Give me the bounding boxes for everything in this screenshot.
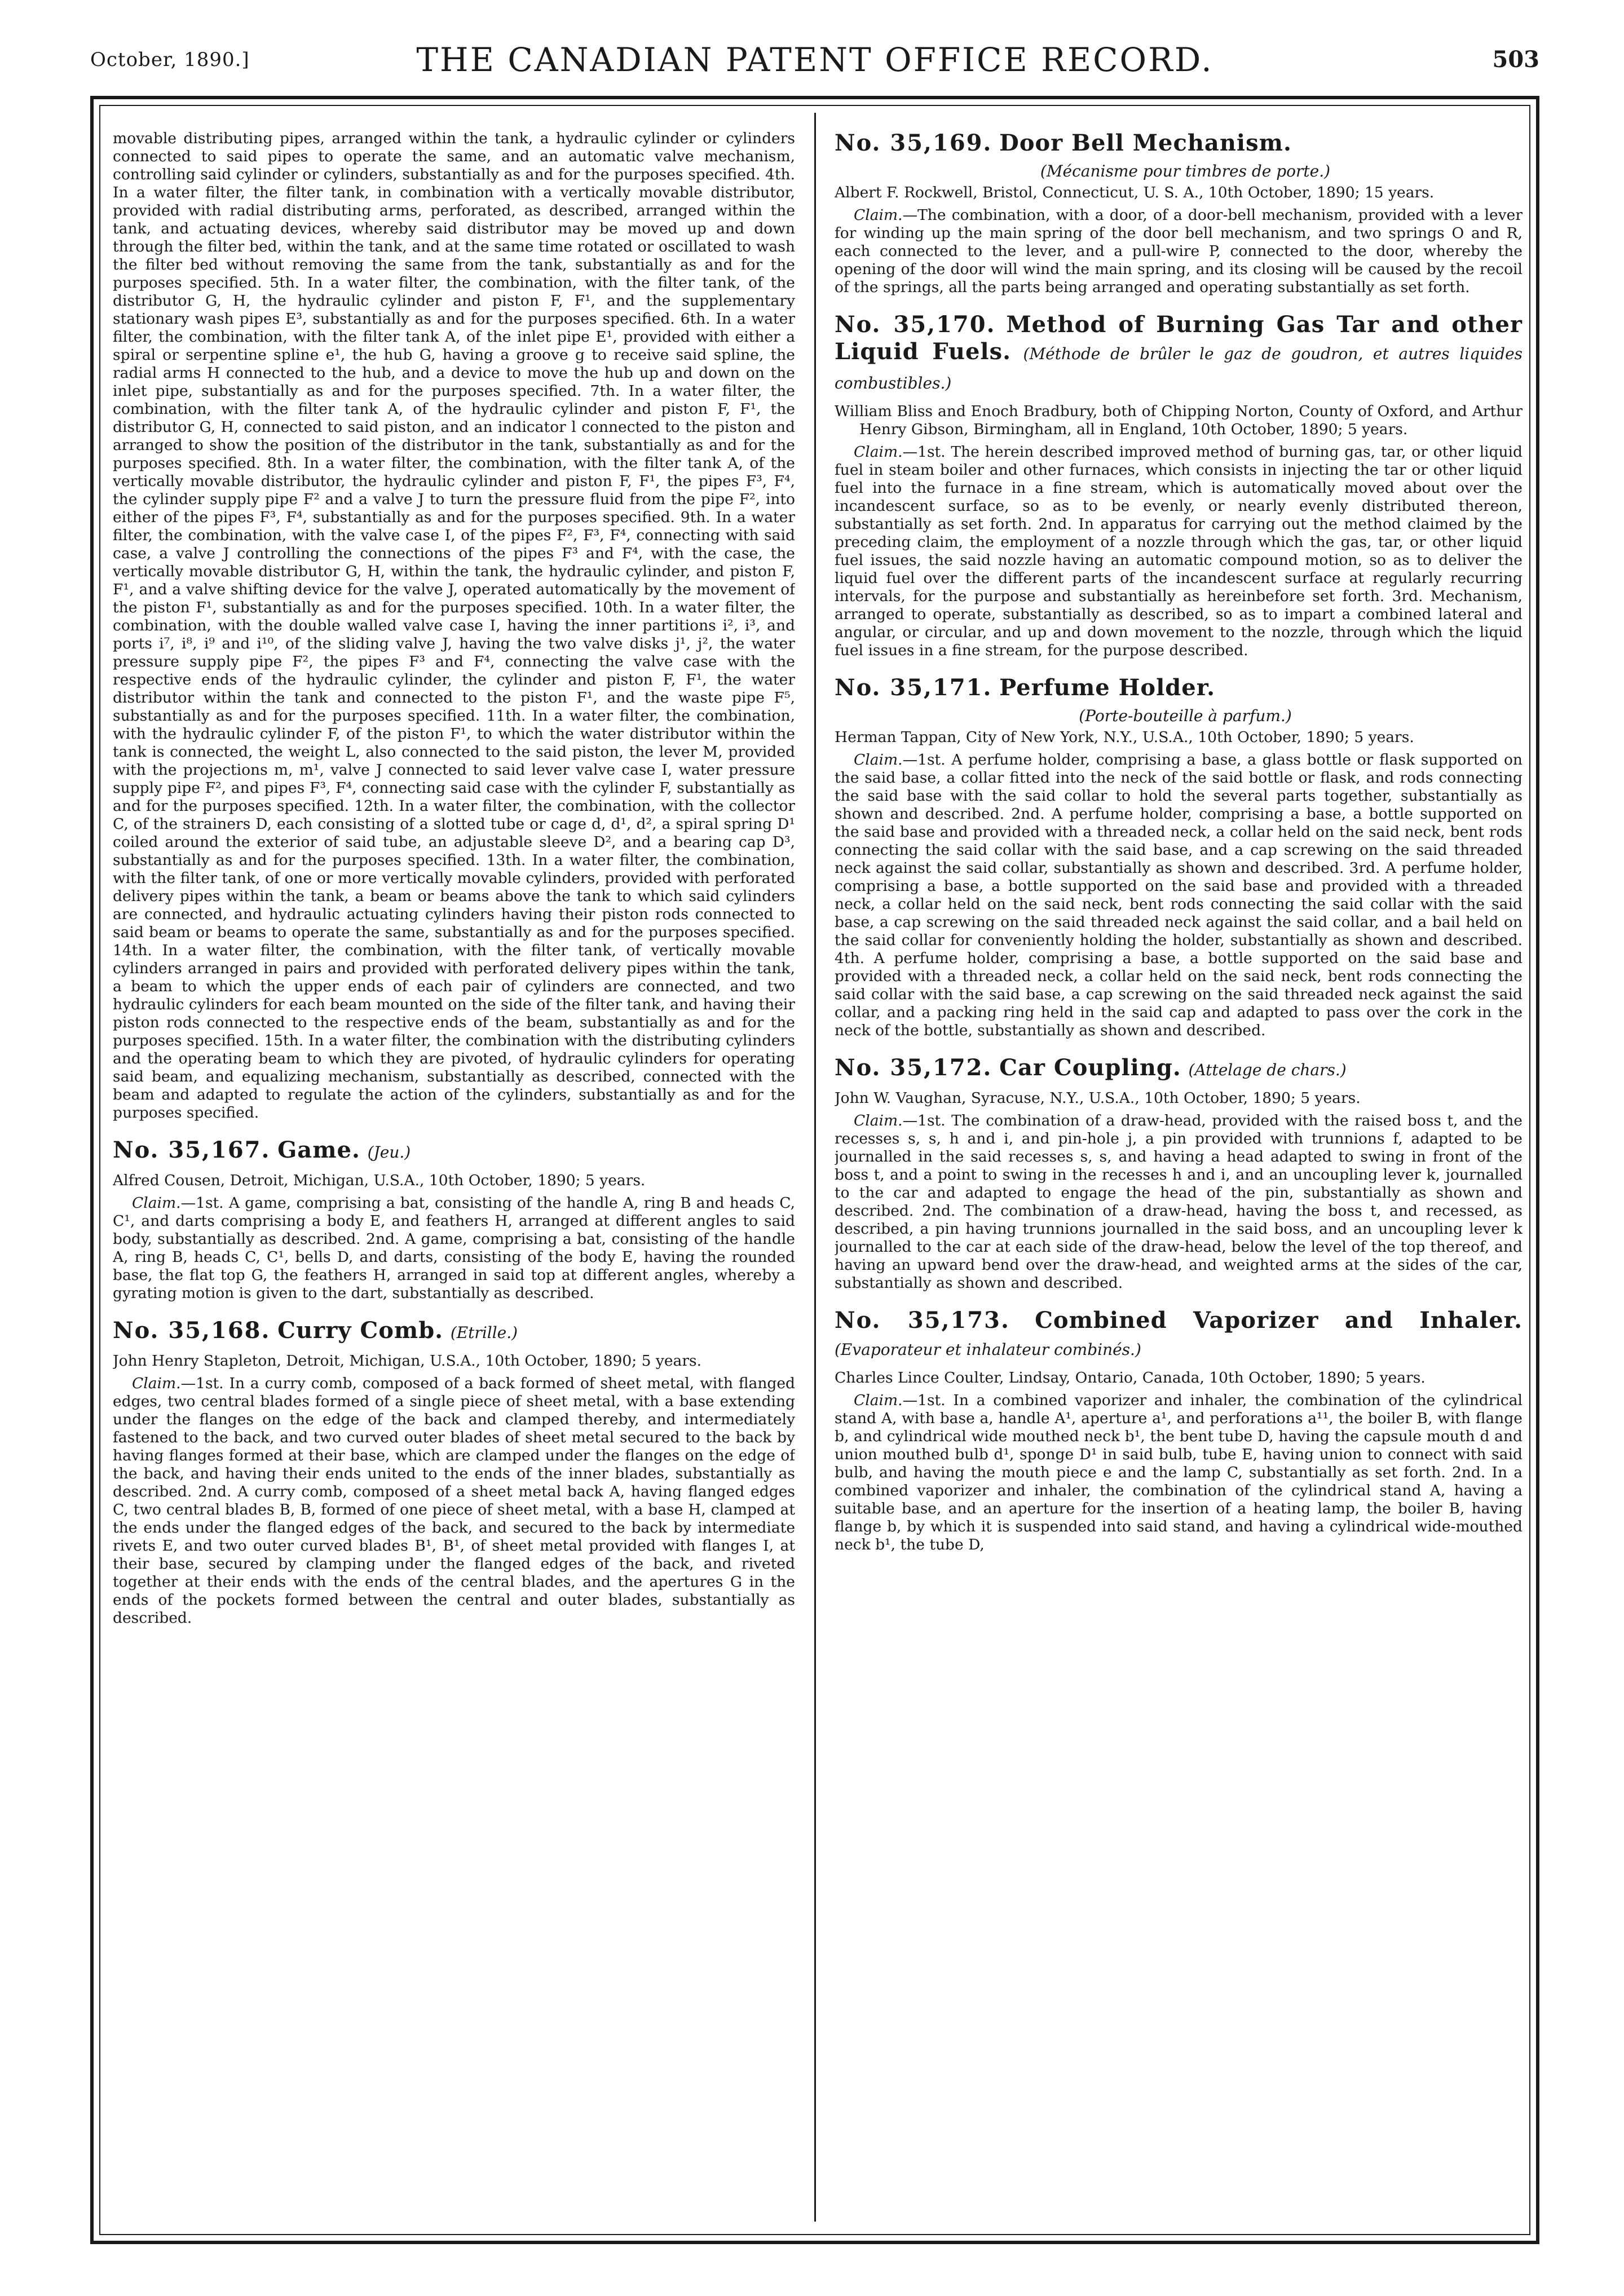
claim-label: Claim.: [132, 1375, 181, 1392]
claims-text: [835, 206, 1522, 297]
entry-heading: [835, 311, 1522, 397]
entry-heading: [835, 1307, 1522, 1363]
french-title: (Attelage de chars.): [1188, 1061, 1347, 1079]
claim-label: Claim.: [854, 751, 903, 769]
entry-heading: [113, 1317, 795, 1346]
applicant-line: Albert F. Rockwell, Bristol, Connecticut, U. S. A., 10th October, 1890; 15 years.: [835, 184, 1435, 201]
claim-label: Claim.: [854, 1392, 903, 1409]
running-header: [90, 41, 1539, 86]
french-title: (Jeu.): [367, 1143, 411, 1162]
claims-body: —1st. A game, comprising a bat, consisting of the handle A, ring B and heads C, C¹, and darts comprising a body E, and feathers H, arranged at different angles to said body, substantially as described. 2nd. A game, comprising a bat, consisting of the handle A, ring B, heads C, C¹, bells D, and darts, consisting of the body E, having the rounded base, the flat top G, the feathers H, arranged in said top at different angles, whereby a gyrating motion is given to the dart, substantially as described.: [113, 1194, 795, 1302]
claim-label: Claim.: [854, 206, 903, 224]
left-column: [113, 130, 795, 2227]
patent-number: No. 35,168.: [113, 1317, 271, 1344]
header-title: THE CANADIAN PATENT OFFICE RECORD.: [416, 41, 1213, 79]
claim-label: Claim.: [854, 443, 903, 461]
applicant-line: Herman Tappan, City of New York, N.Y., U.S.A., 10th October, 1890; 5 years.: [835, 728, 1414, 746]
entry-heading: [835, 1054, 1522, 1084]
french-title: (Porte-bouteille à parfum.): [1079, 707, 1292, 725]
patent-title: Curry Comb.: [277, 1317, 444, 1344]
claims-body: —1st. The combination of a draw-head, provided with the raised boss t, and the recesses s, s, h and i, and pin-hole j, a pin provided with trunnions f, adapted to be journalled in the said recesses s, s, and having a head adapted to swing in front of the boss t, and a point to swing in the recesses h and i, and an uncoupling lever k, journalled to the car and adapted to engage the head of the pin, substantially as shown and described. 2nd. The combination of a draw-head, having the boss t, and recessed, as described, a pin having trunnions journalled in the said boss, and an uncoupling lever k journalled to the car at each side of the draw-head, below the level of the top thereof, and having an upward bend over the draw-head, and weighted arms at the sides of the car, substantially as shown and described.: [835, 1112, 1522, 1292]
claims-text: [835, 1392, 1522, 1554]
patent-title: Game.: [277, 1137, 360, 1163]
patent-number: No. 35,172.: [835, 1054, 992, 1081]
french-title: (Mécanisme pour timbres de porte.): [1040, 162, 1331, 180]
patent-title: Perfume Holder.: [999, 674, 1216, 701]
claims-body: —1st. In a curry comb, composed of a back formed of sheet metal, with flanged edges, two central blades formed of a single piece of sheet metal, with a base extending under the flanges on the edge of the back and clamped thereby, and intermediately fastened to the back, and two curved outer blades of sheet metal secured to the back by having flanges formed at their base, which are clamped under the flanges on the edge of the back, and having their ends united to the ends of the inner blades, substantially as described. 2nd. A curry comb, composed of a sheet metal back A, having flanged edges C, two central blades B, B, formed of one piece of sheet metal, with a base H, clamped at the ends under the flanged edges of the back, and secured to the back by intermediate rivets E, and two outer curved blades B¹, B¹, of sheet metal provided with flanges I, at their base, secured by clamping under the flanged edges of the back, and riveted together at their ends with the ends of the central blades, and the apertures G in the ends of the pockets formed between the central and outer blades, substantially as described.: [113, 1375, 795, 1627]
right-column: [835, 130, 1522, 2227]
applicant-line: William Bliss and Enoch Bradbury, both of Chipping Norton, County of Oxford, and Arthur Henry Gibson, Birmingham, all in England, 10th October, 1890; 5 years.: [835, 403, 1522, 438]
patent-entry-35169: [835, 130, 1522, 297]
claims-text: [113, 1375, 795, 1627]
patent-title: Door Bell Mechanism.: [999, 130, 1292, 156]
claims-text: [835, 443, 1522, 660]
applicant-line: Alfred Cousen, Detroit, Michigan, U.S.A., 10th October, 1890; 5 years.: [113, 1172, 646, 1189]
french-title: (Etrille.): [450, 1323, 518, 1342]
claims-body: —The combination, with a door, of a door-bell mechanism, provided with a lever for winding up the main spring of the door bell mechanism, and two springs O and R, each connected to the lever, and a pull-wire P, connected to the door, whereby the opening of the door will wind the main spring, and its closing will be caused by the recoil of the springs, all the parts being arranged and operating substantially as set forth.: [835, 206, 1522, 296]
patent-entry-35171: [835, 674, 1522, 1040]
patent-title: Combined Vaporizer and Inhaler.: [1035, 1307, 1522, 1334]
claims-body: —1st. The herein described improved method of burning gas, tar, or other liquid fuel in steam boiler and other furnaces, which consists in injecting the tar or other liquid fuel into the furnace in a fine stream, which is automatically moved about over the incandescent surface, so as to be evenly, or nearly evenly distributed thereon, substantially as set forth. 2nd. In apparatus for carrying out the method claimed by the preceding claim, the employment of a nozzle through which the gas, tar, or other liquid fuel issues, the said nozzle having an automatic compound motion, so as to deliver the liquid fuel over the different parts of the incandescent surface at regularly recurring intervals, for the purpose and substantially as hereinbefore set forth. 3rd. Mechanism, arranged to operate, substantially as described, so as to impart a combined lateral and angular, or circular, and up and down movement to the nozzle, through which the liquid fuel issues in a fine stream, for the purpose described.: [835, 443, 1522, 659]
claim-label: Claim.: [854, 1112, 903, 1129]
page-number: 503: [1492, 46, 1539, 73]
patent-number: No. 35,167.: [113, 1137, 271, 1163]
french-title: (Méthode de brûler le gaz de goudron, et autres liquides combustibles.): [835, 345, 1522, 392]
patent-entry-35167: [113, 1137, 795, 1302]
entry-heading: [113, 1137, 795, 1166]
claims-text: [835, 1112, 1522, 1292]
patent-number: No. 35,173.: [835, 1307, 1010, 1334]
french-title: (Evaporateur et inhalateur combinés.): [835, 1340, 1141, 1359]
entry-heading: [835, 130, 1522, 157]
claims-text: [113, 1194, 795, 1302]
patent-number: No. 35,169.: [835, 130, 992, 156]
claims-body: —1st. In a combined vaporizer and inhaler, the combination of the cylindrical stand A, with base a, handle A¹, aperture a¹, and perforations a¹¹, the boiler B, with flange b, and cylindrical wide mouthed neck b¹, the bent tube D, having the capsule mouth d and union mouthed bulb d¹, sponge D¹ in said bulb, tube E, having union to connect with said bulb, and having the mouth piece e and the lamp C, substantially as set forth. 2nd. In a combined vaporizer and inhaler, the combination of the cylindrical stand A, having a suitable base, and an aperture for the insertion of a heating lamp, the boiler B, having flange b, by which it is suspended into said stand, and having a cylindrical wide-mouthed neck b¹, the tube D,: [835, 1392, 1522, 1553]
entry-heading: [835, 674, 1522, 701]
applicant-line: Charles Lince Coulter, Lindsay, Ontario, Canada, 10th October, 1890; 5 years.: [835, 1369, 1426, 1387]
claims-body: —1st. A perfume holder, comprising a base, a glass bottle or flask supported on the said base, a collar fitted into the neck of the said bottle or flask, and rods connecting the said base with the said collar to hold the several parts together, substantially as shown and described. 2nd. A perfume holder, comprising a base, a bottle supported on the said base and provided with a threaded neck, a collar held on the said neck, bent rods connecting the said collar with the said base, and a cap screwing on the said threaded neck against the said collar, substantially as shown and described. 3rd. A perfume holder, comprising a base, a bottle supported on the said base and provided with a threaded neck, a collar held on the said neck, bent rods connecting the said collar with the said base, a cap screwing on the said threaded neck against the said collar, and a bail held on the said collar for conveniently holding the holder, substantially as shown and described. 4th. A perfume holder, comprising a base, a bottle supported on the said base and provided with a threaded neck, a collar held on the said neck, bent rods connecting the said collar with the said base, a cap screwing on the said threaded neck against the said collar, and a packing ring held in the said cap and adapted to pass over the cork in the neck of the bottle, substantially as shown and described.: [835, 751, 1522, 1039]
applicant-line: John W. Vaughan, Syracuse, N.Y., U.S.A., 10th October, 1890; 5 years.: [835, 1089, 1361, 1107]
patent-number: No. 35,171.: [835, 674, 992, 701]
patent-entry-35168: [113, 1317, 795, 1627]
claims-text: [835, 751, 1522, 1040]
continued-claims: movable distributing pipes, arranged within the tank, a hydraulic cylinder or cylinders connected to said pipes to operate the same, and an automatic valve mechanism, controlling said cylinder or cylinders, substantially as and for the purposes specified. 4th. In a water filter, the filter tank, in combination with a vertically movable distributor, provided with radial distributing arms, perforated, as described, arranged within the tank, and actuating devices, whereby said distributor may be moved up and down through the filter bed, within the tank, and at the same time rotated or oscillated to wash the filter bed without removing the same from the tank, substantially as and for the purposes specified. 5th. In a water filter, the combination, with the filter tank, of the distributor G, H, the hydraulic cylinder and piston F, F¹, and the supplementary stationary wash pipes E³, substantially as and for the purposes specified. 6th. In a water filter, the combination, with the filter tank A, of the inlet pipe E¹, provided with either a spiral or serpentine spline e¹, the hub G, having a groove g to receive said spline, the radial arms H connected to the hub, and a device to move the hub up and down on the inlet pipe, substantially as and for the purposes specified. 7th. In a water filter, the combination, with the filter tank A, of the hydraulic cylinder and piston F, F¹, the distributor G, H, connected to said piston, and an indicator l connected to the piston and arranged to show the position of the distributor in the tank, substantially as and for the purposes specified. 8th. In a water filter, the combination, with the filter tank A, of the vertically movable distributor, the hydraulic cylinder and piston F, F¹, the pipes F³, F⁴, the cylinder supply pipe F² and a valve J to turn the pressure fluid from the pipe F², into either of the pipes F³, F⁴, substantially as and for the purposes specified. 9th. In a water filter, the combination, with the valve case I, of the pipes F², F³, F⁴, connecting with said case, a valve J controlling the connections of the pipes F³ and F⁴, with the case, the vertically movable distributor G, H, within the tank, the hydraulic cylinder, and piston F, F¹, and a valve shifting device for the valve J, operated automatically by the movement of the piston F¹, substantially as and for the purposes specified. 10th. In a water filter, the combination, with the double walled valve case I, having the inner partitions i², i³, and ports i⁷, i⁸, i⁹ and i¹⁰, of the sliding valve J, having the two valve disks j¹, j², the water pressure supply pipe F², the pipes F³ and F⁴, connecting the valve case with the respective ends of the hydraulic cylinder, the cylinder and piston F, F¹, the water distributor within the tank and connected to the piston F¹, and the waste pipe F⁵, substantially as and for the purposes specified. 11th. In a water filter, the combination, with the hydraulic cylinder F, of the piston F¹, to which the water distributor within the tank is connected, the weight L, also connected to the said piston, the lever M, provided with the projections m, m¹, valve J connected to said lever valve case I, water pressure supply pipe F², and pipes F³, F⁴, connecting said case with the cylinder F, substantially as and for the purposes specified. 12th. In a water filter, the combination, with the collector C, of the strainers D, each consisting of a slotted tube or cage d, d¹, d², a spiral spring D¹ coiled around the exterior of said tube, an adjustable sleeve D², and a bearing cap D³, substantially as and for the purposes specified. 13th. In a water filter, the combination, with the filter tank, of one or more vertically movable cylinders, provided with perforated delivery pipes within the tank, a beam or beams above the tank to which said cylinders are connected, and hydraulic actuating cylinders having their piston rods connected to said beam or beams to operate the same, substantially as and for the purposes specified. 14th. In a water filter, the combination, with the filter tank, of vertically movable cylinders arranged in pairs and provided with perforated delivery pipes within the tank, a beam to which the upper ends of each pair of cylinders are connected, and two hydraulic cylinders for each beam mounted on the side of the filter tank, and having their piston rods connected to the respective ends of the beam, substantially as and for the purposes specified. 15th. In a water filter, the combination with the distributing cylinders and the operating beam to which they are pivoted, of hydraulic cylinders for operating said beam, and equalizing mechanism, substantially as described, connected with the beam and adapted to regulate the action of the cylinders, substantially as and for the purposes specified.: [113, 130, 795, 1121]
patent-number: No. 35,170.: [835, 311, 996, 338]
claim-label: Claim.: [132, 1194, 181, 1212]
patent-entry-35172: [835, 1054, 1522, 1292]
patent-entry-35170: [835, 311, 1522, 660]
patent-title: Method of Burning Gas Tar and other Liquid Fuels.: [835, 311, 1522, 365]
applicant-line: John Henry Stapleton, Detroit, Michigan, U.S.A., 10th October, 1890; 5 years.: [113, 1352, 702, 1370]
patent-entry-35173: [835, 1307, 1522, 1554]
column-divider: [814, 113, 816, 2222]
patent-title: Car Coupling.: [999, 1054, 1181, 1081]
header-date: October, 1890.]: [90, 48, 250, 71]
